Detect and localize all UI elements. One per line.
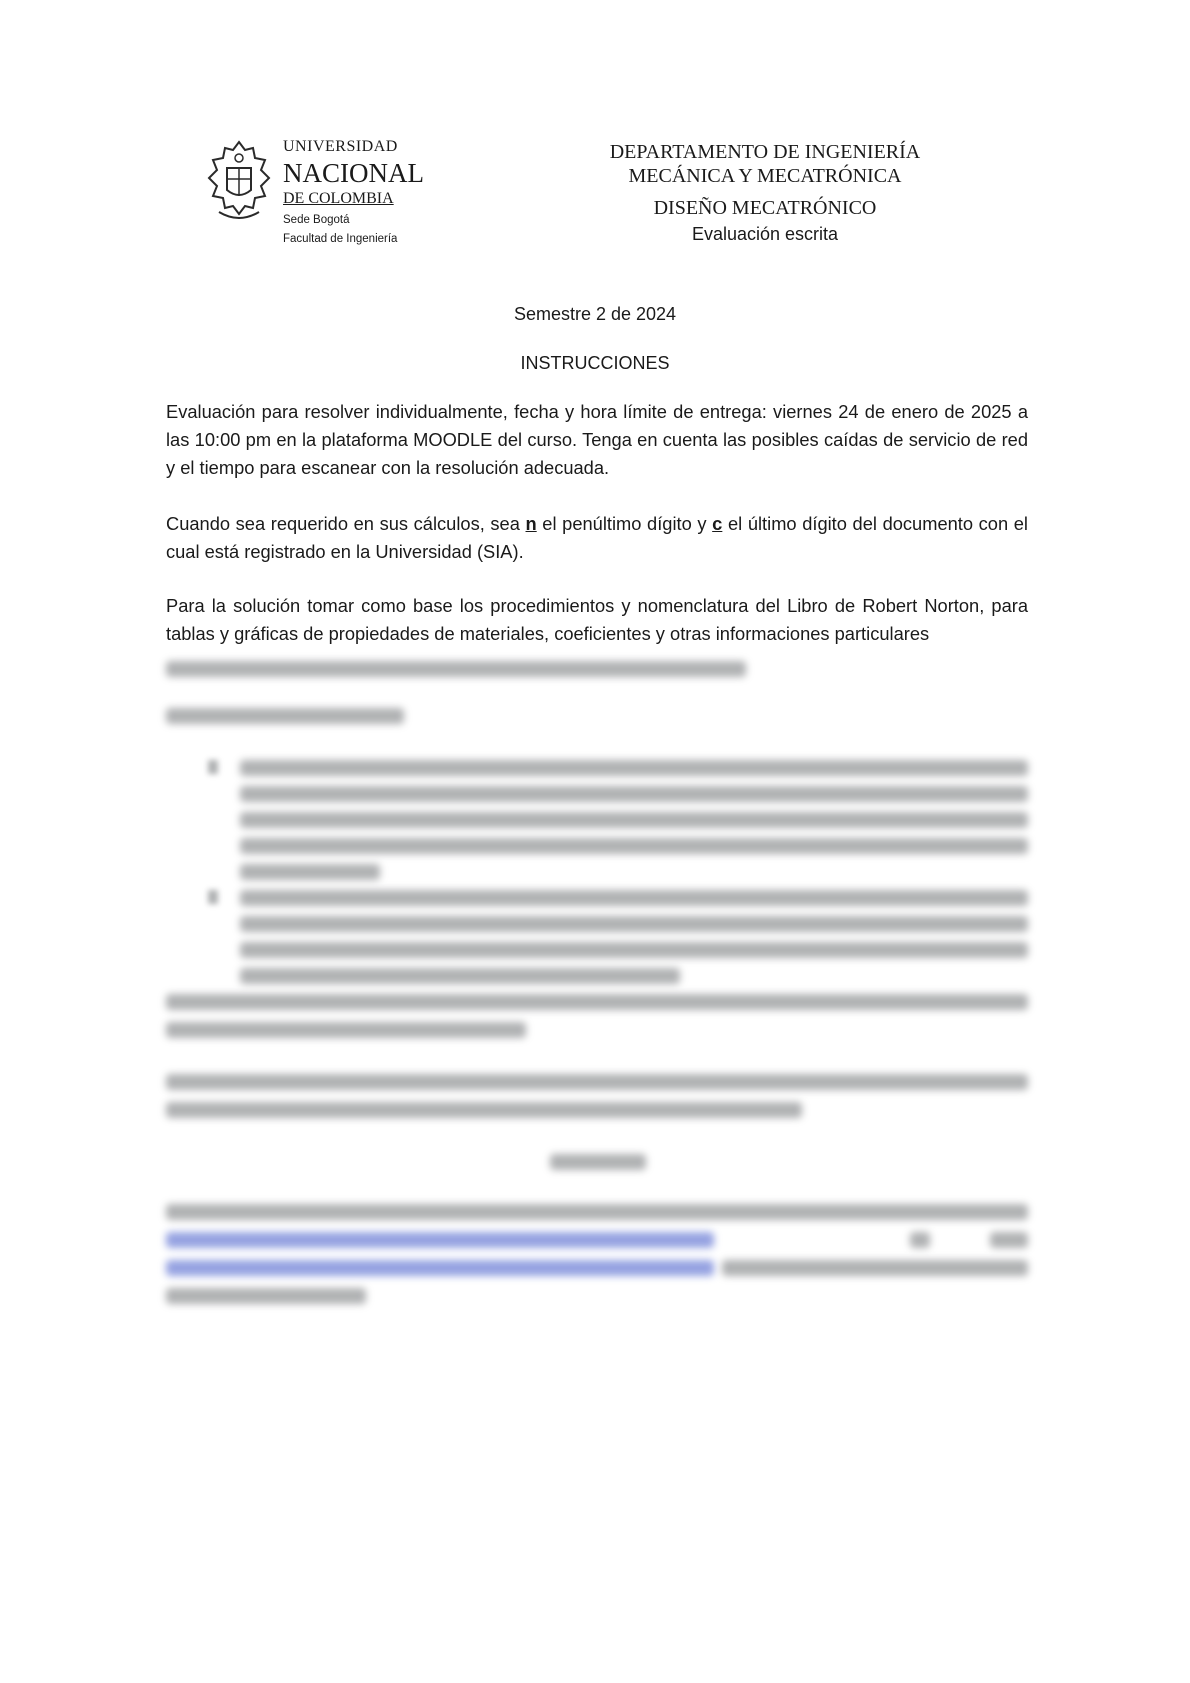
- blurred-text-line: [166, 708, 404, 724]
- instructions-heading: INSTRUCCIONES: [520, 353, 670, 373]
- digits-text-1: Cuando sea requerido en sus cálculos, sea: [166, 513, 526, 534]
- instructions-paragraph-references: Para la solución tomar como base los procedimientos y nomenclatura del Libro de Robert Norton, para tablas y gráficas de propiedades de materiales, coeficientes y otras informaciones particulares: [166, 595, 1028, 644]
- instructions-paragraph-deadline: Evaluación para resolver individualmente, fecha y hora límite de entrega: viernes 24 de enero de 2025 a las 10:00 pm en la plataforma MOODLE del curso. Tenga en cuenta las posibles caídas de servicio de red y el tiempo para escanear con la resolución adecuada.: [166, 401, 1028, 478]
- university-country: DE COLOMBIA: [283, 190, 394, 207]
- blurred-text-line: [240, 890, 1028, 906]
- university-logo-block: [205, 138, 445, 258]
- blurred-text-line: [166, 1204, 1028, 1220]
- blurred-heading: [550, 1154, 646, 1170]
- blurred-text-line: [166, 1288, 366, 1304]
- blurred-text-line: [166, 1074, 1028, 1090]
- blurred-text-line: [240, 942, 1028, 958]
- blurred-text-line: [910, 1232, 930, 1248]
- blurred-list-number: [208, 760, 218, 774]
- university-seal-icon: [205, 138, 273, 226]
- blurred-list-number: [208, 890, 218, 904]
- department-block: [580, 140, 950, 246]
- blurred-text-line: [240, 864, 380, 880]
- department-line-2: MECÁNICA Y MECATRÓNICA: [628, 165, 902, 187]
- blurred-text-line: [240, 812, 1028, 828]
- blurred-text-line: [722, 1260, 1028, 1276]
- university-label: UNIVERSIDAD: [283, 138, 398, 155]
- blurred-text-line: [240, 838, 1028, 854]
- faculty-label: Facultad de Ingeniería: [283, 233, 398, 245]
- instructions-paragraph-digits: [166, 510, 1028, 566]
- evaluation-type: Evaluación escrita: [691, 224, 839, 244]
- blurred-text-line: [166, 661, 746, 677]
- blurred-text-line: [240, 760, 1028, 776]
- blurred-text-line: [240, 786, 1028, 802]
- blurred-text-line: [166, 1102, 802, 1118]
- blurred-text-line: [990, 1232, 1028, 1248]
- digits-text-3: el último dígito del documento con el cual está registrado en la Universidad (SIA).: [166, 513, 1028, 562]
- semester-label: Semestre 2 de 2024: [513, 304, 677, 324]
- university-name: NACIONAL: [283, 158, 424, 188]
- blurred-link[interactable]: [166, 1260, 714, 1276]
- digit-n-symbol: n: [525, 513, 537, 534]
- campus-label: Sede Bogotá: [283, 214, 350, 226]
- digits-text-2: el penúltimo dígito y: [536, 513, 713, 534]
- blurred-text-line: [240, 968, 680, 984]
- blurred-text-line: [240, 916, 1028, 932]
- blurred-link[interactable]: [166, 1232, 714, 1248]
- course-title: DISEÑO MECATRÓNICO: [653, 197, 877, 219]
- digit-c-symbol: c: [712, 513, 723, 534]
- blurred-text-line: [166, 1022, 526, 1038]
- blurred-text-line: [166, 994, 1028, 1010]
- department-line-1: DEPARTAMENTO DE INGENIERÍA: [609, 141, 921, 163]
